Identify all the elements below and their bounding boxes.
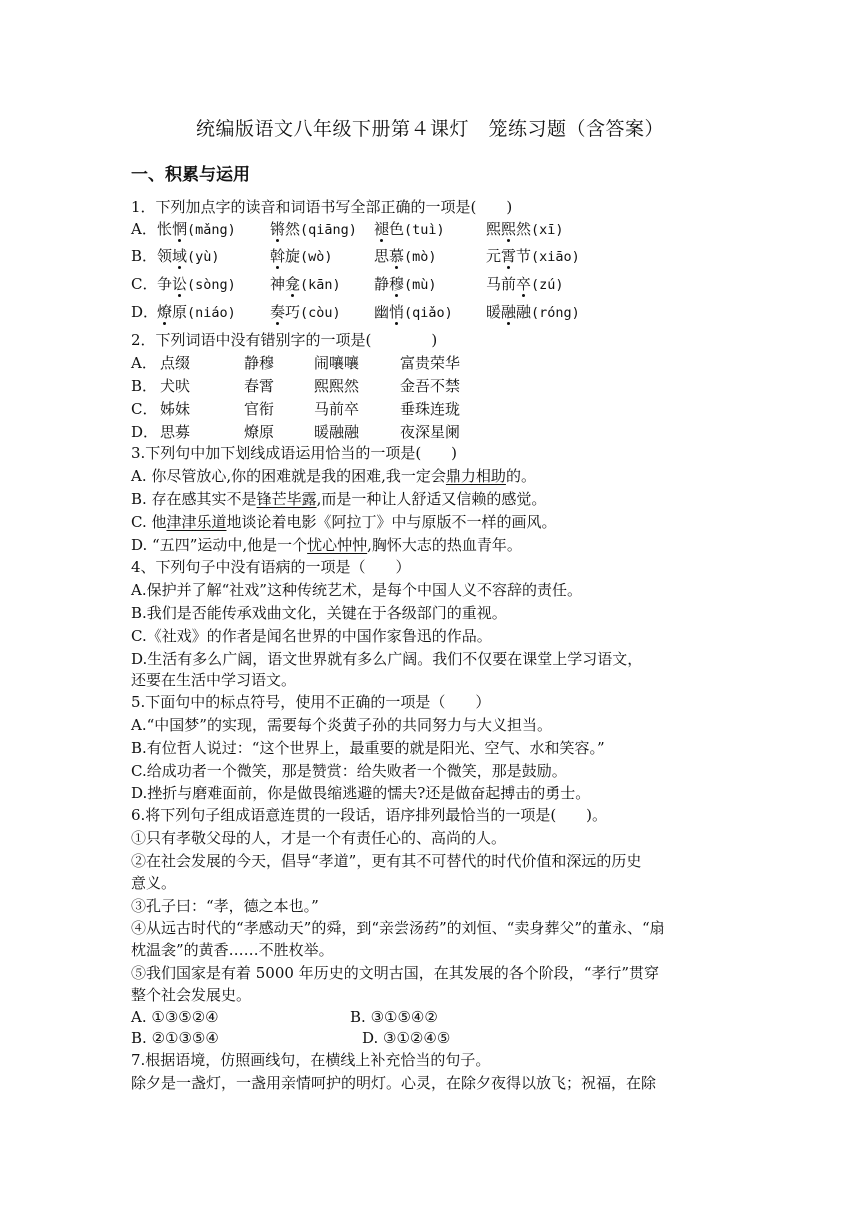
pinyin: (xī) bbox=[531, 222, 564, 238]
q3-option bbox=[131, 535, 522, 555]
q4-option-line: C.《社戏》的作者是闻名世界的中国作家鲁迅的作品。 bbox=[131, 627, 492, 645]
option-word: 熙熙然 bbox=[314, 377, 360, 395]
word-with-pinyin bbox=[486, 274, 564, 295]
word-with-pinyin bbox=[270, 246, 333, 267]
pinyin: (qiāng) bbox=[300, 222, 357, 238]
choice-label: B. bbox=[350, 1008, 371, 1026]
word-char: 怅 bbox=[157, 220, 173, 238]
option-label: D． bbox=[131, 303, 159, 321]
underlined-idiom: 津津乐道 bbox=[166, 513, 227, 531]
option-word: 思募 bbox=[160, 423, 191, 441]
underlined-idiom: 锋芒毕露 bbox=[256, 490, 317, 508]
choice-sequence: ①③⑤②④ bbox=[151, 1008, 219, 1026]
option-word: 垂珠连珑 bbox=[400, 400, 461, 418]
q3-option bbox=[131, 512, 557, 532]
option-text: C. 他 bbox=[131, 513, 167, 531]
dotted-char: 奏 bbox=[270, 303, 286, 321]
option-text: 地谈论着电影《阿拉丁》中与原版不一样的画风。 bbox=[226, 513, 557, 531]
q6-sentence-line: ③孔子曰：“孝，德之本也。” bbox=[131, 897, 319, 915]
dotted-char: 穆 bbox=[389, 275, 405, 293]
choice-label: A. bbox=[131, 1008, 152, 1026]
q5-option-line: A.“中国梦”的实现，需要每个炎黄子孙的共同努力与大义担当。 bbox=[131, 716, 552, 734]
option-word: 夜深星阑 bbox=[400, 423, 461, 441]
q2-stem: 2．下列词语中没有错别字的一项是( ) bbox=[131, 331, 438, 349]
dotted-char: 斡 bbox=[270, 247, 286, 265]
q6-sentence-line: 枕温衾”的黄香……不胜枚举。 bbox=[131, 941, 334, 959]
word-char: 思 bbox=[374, 247, 390, 265]
word-with-pinyin bbox=[374, 246, 437, 267]
choice-sequence: ③①⑤④② bbox=[370, 1008, 438, 1026]
option-text: D. “五四”运动中,他是一个 bbox=[131, 536, 308, 554]
word-with-pinyin bbox=[157, 274, 236, 295]
choice-sequence: ③①②④⑤ bbox=[383, 1029, 451, 1047]
word-char: 马前 bbox=[486, 275, 517, 293]
word-char: 领 bbox=[157, 247, 173, 265]
q6-sentence-line: ①只有孝敬父母的人，才是一个有责任心的、高尚的人。 bbox=[131, 829, 507, 847]
option-text: ,胸怀大志的热血青年。 bbox=[367, 536, 522, 554]
q6-sentence-line: 意义。 bbox=[131, 874, 177, 892]
word-with-pinyin bbox=[374, 219, 445, 240]
word-char: 熙 bbox=[486, 220, 502, 238]
pinyin: (mǎng) bbox=[187, 222, 236, 238]
word-char: 色 bbox=[389, 220, 405, 238]
word-with-pinyin bbox=[157, 246, 220, 267]
option-word: 姊妹 bbox=[160, 400, 191, 418]
dotted-char: 悄 bbox=[389, 303, 405, 321]
word-with-pinyin bbox=[270, 302, 341, 323]
q4-option-line: 还要在生活中学习语文。 bbox=[131, 671, 297, 689]
option-text: A. 你尽管放心,你的困难就是我的困难,我一定会 bbox=[131, 467, 446, 485]
word-char: 原 bbox=[172, 303, 188, 321]
word-char: 暖 bbox=[486, 303, 502, 321]
pinyin: (mù) bbox=[404, 277, 437, 293]
pinyin: (sòng) bbox=[187, 277, 236, 293]
word-char: 幽 bbox=[374, 303, 390, 321]
q2-option-row bbox=[131, 353, 631, 375]
q6-sentence-line: ④从远古时代的“孝感动天”的舜，到“亲尝汤药”的刘恒、“卖身葬父”的董永、“扇 bbox=[131, 919, 665, 937]
q2-option-row bbox=[131, 376, 631, 398]
q6-choice bbox=[350, 1007, 438, 1027]
option-label: C． bbox=[131, 275, 158, 293]
option-label: A． bbox=[131, 220, 157, 238]
q6-stem: 6.将下列句子组成语意连贯的一段话，语序排列最恰当的一项是( )。 bbox=[131, 806, 608, 824]
q5-option-line: B.有位哲人说过：“这个世界上，最重要的就是阳光、空气、水和笑容。” bbox=[131, 739, 605, 757]
section-heading: 一、积累与运用 bbox=[131, 165, 250, 185]
page-title: 统编版语文八年级下册第４课灯 笼练习题（含答案） bbox=[195, 118, 664, 140]
pinyin: (tuì) bbox=[404, 222, 445, 238]
q4-stem: 4、下列句子中没有语病的一项是（ ） bbox=[131, 558, 411, 576]
q4-option-line: A.保护并了解“社戏”这种传统艺术，是每个中国人义不容辞的责任。 bbox=[131, 581, 582, 599]
option-label: B． bbox=[131, 377, 158, 395]
q5-option-line: C.给成功者一个微笑，那是赞赏：给失败者一个微笑，那是鼓励。 bbox=[131, 762, 567, 780]
word-char: 元 bbox=[486, 247, 502, 265]
dotted-char: 龛 bbox=[285, 275, 301, 293]
q1-option-row bbox=[131, 302, 731, 324]
option-label: A． bbox=[131, 354, 157, 372]
word-char: 巧 bbox=[285, 303, 301, 321]
word-char: 融 bbox=[516, 303, 532, 321]
pinyin: (còu) bbox=[300, 305, 341, 321]
dotted-char: 融 bbox=[501, 303, 517, 321]
option-label: C． bbox=[131, 400, 158, 418]
dotted-char: 褪 bbox=[374, 220, 390, 238]
dotted-char: 卒 bbox=[516, 275, 532, 293]
option-word: 静穆 bbox=[244, 354, 275, 372]
option-text: B. 存在感其实不是 bbox=[131, 490, 257, 508]
dotted-char: 熙 bbox=[501, 220, 517, 238]
pinyin: (mò) bbox=[404, 249, 437, 265]
word-with-pinyin bbox=[374, 302, 453, 323]
choice-sequence: ②①③⑤④ bbox=[151, 1029, 219, 1047]
pinyin: (kān) bbox=[300, 277, 341, 293]
choice-label: B. bbox=[131, 1029, 152, 1047]
option-word: 官衔 bbox=[244, 400, 275, 418]
word-char: 然 bbox=[516, 220, 532, 238]
underlined-idiom: 鼎力相助 bbox=[445, 467, 506, 485]
option-label: D． bbox=[131, 423, 159, 441]
dotted-char: 霄 bbox=[501, 247, 517, 265]
dotted-char: 讼 bbox=[172, 275, 188, 293]
q6-choice bbox=[131, 1007, 219, 1027]
option-word: 马前卒 bbox=[314, 400, 360, 418]
q1-option-row bbox=[131, 246, 731, 268]
q1-option-row bbox=[131, 274, 731, 296]
option-text: 的。 bbox=[505, 467, 536, 485]
pinyin: (xiāo) bbox=[531, 249, 580, 265]
q6-choice bbox=[362, 1028, 450, 1048]
q7-line: 除夕是一盏灯，一盏用亲情呵护的明灯。心灵，在除夕夜得以放飞；祝福，在除 bbox=[131, 1074, 657, 1092]
q3-option bbox=[131, 466, 536, 486]
option-word: 暖融融 bbox=[314, 423, 360, 441]
word-char: 神 bbox=[270, 275, 286, 293]
word-char: 旋 bbox=[285, 247, 301, 265]
option-word: 富贵荣华 bbox=[400, 354, 461, 372]
word-with-pinyin bbox=[157, 302, 236, 323]
pinyin: (wò) bbox=[300, 249, 333, 265]
option-word: 春霄 bbox=[244, 377, 275, 395]
q2-option-row bbox=[131, 399, 631, 421]
q6-choice bbox=[131, 1028, 219, 1048]
dotted-char: 慕 bbox=[389, 247, 405, 265]
word-char: 节 bbox=[516, 247, 532, 265]
q4-option-line: D.生活有多么广阔，语文世界就有多么广阔。我们不仅要在课堂上学习语文， bbox=[131, 650, 643, 668]
word-with-pinyin bbox=[270, 219, 357, 240]
word-char: 静 bbox=[374, 275, 390, 293]
pinyin: (róng) bbox=[531, 305, 580, 321]
q3-option bbox=[131, 489, 546, 509]
word-with-pinyin bbox=[270, 274, 341, 295]
underlined-idiom: 忧心忡忡 bbox=[307, 536, 368, 554]
pinyin: (qiǎo) bbox=[404, 305, 453, 321]
q7-stem: 7.根据语境，仿照画线句，在横线上补充恰当的句子。 bbox=[131, 1051, 491, 1069]
dotted-char: 燎 bbox=[157, 303, 173, 321]
q6-sentence-line: ⑤我们国家是有着 5000 年历史的文明古国，在其发展的各个阶段，“孝行”贯穿 bbox=[131, 964, 660, 982]
q1-option-row bbox=[131, 219, 731, 241]
pinyin: (niáo) bbox=[187, 305, 236, 321]
q3-stem: 3.下列句中加下划线成语运用恰当的一项是( ) bbox=[131, 444, 458, 462]
q6-sentence-line: ②在社会发展的今天，倡导“孝道”，更有其不可替代的时代价值和深远的历史 bbox=[131, 852, 642, 870]
option-label: B． bbox=[131, 247, 158, 265]
word-with-pinyin bbox=[486, 302, 580, 323]
q4-option-line: B.我们是否能传承戏曲文化，关键在于各级部门的重视。 bbox=[131, 604, 507, 622]
pinyin: (zú) bbox=[531, 277, 564, 293]
word-char: 争 bbox=[157, 275, 173, 293]
pinyin: (yù) bbox=[187, 249, 220, 265]
word-with-pinyin bbox=[486, 219, 564, 240]
q2-option-row bbox=[131, 422, 631, 444]
dotted-char: 锵 bbox=[270, 220, 286, 238]
option-word: 燎原 bbox=[244, 423, 275, 441]
q1-stem: 1．下列加点字的读音和词语书写全部正确的一项是( ) bbox=[131, 198, 513, 216]
dotted-char: 域 bbox=[172, 247, 188, 265]
dotted-char: 惘 bbox=[172, 220, 188, 238]
option-word: 点缀 bbox=[160, 354, 191, 372]
word-with-pinyin bbox=[486, 246, 580, 267]
q6-sentence-line: 整个社会发展史。 bbox=[131, 986, 252, 1004]
word-with-pinyin bbox=[157, 219, 236, 240]
option-word: 犬吠 bbox=[160, 377, 191, 395]
option-word: 闹嚷嚷 bbox=[314, 354, 360, 372]
q5-stem: 5.下面句中的标点符号，使用不正确的一项是（ ） bbox=[131, 693, 491, 711]
option-word: 金吾不禁 bbox=[400, 377, 461, 395]
word-char: 然 bbox=[285, 220, 301, 238]
word-with-pinyin bbox=[374, 274, 437, 295]
option-text: ,而是一种让人舒适又信赖的感觉。 bbox=[316, 490, 547, 508]
q5-option-line: D.挫折与磨难面前，你是做畏缩逃避的懦夫?还是做奋起搏击的勇士。 bbox=[131, 784, 591, 802]
choice-label: D. bbox=[362, 1029, 384, 1047]
